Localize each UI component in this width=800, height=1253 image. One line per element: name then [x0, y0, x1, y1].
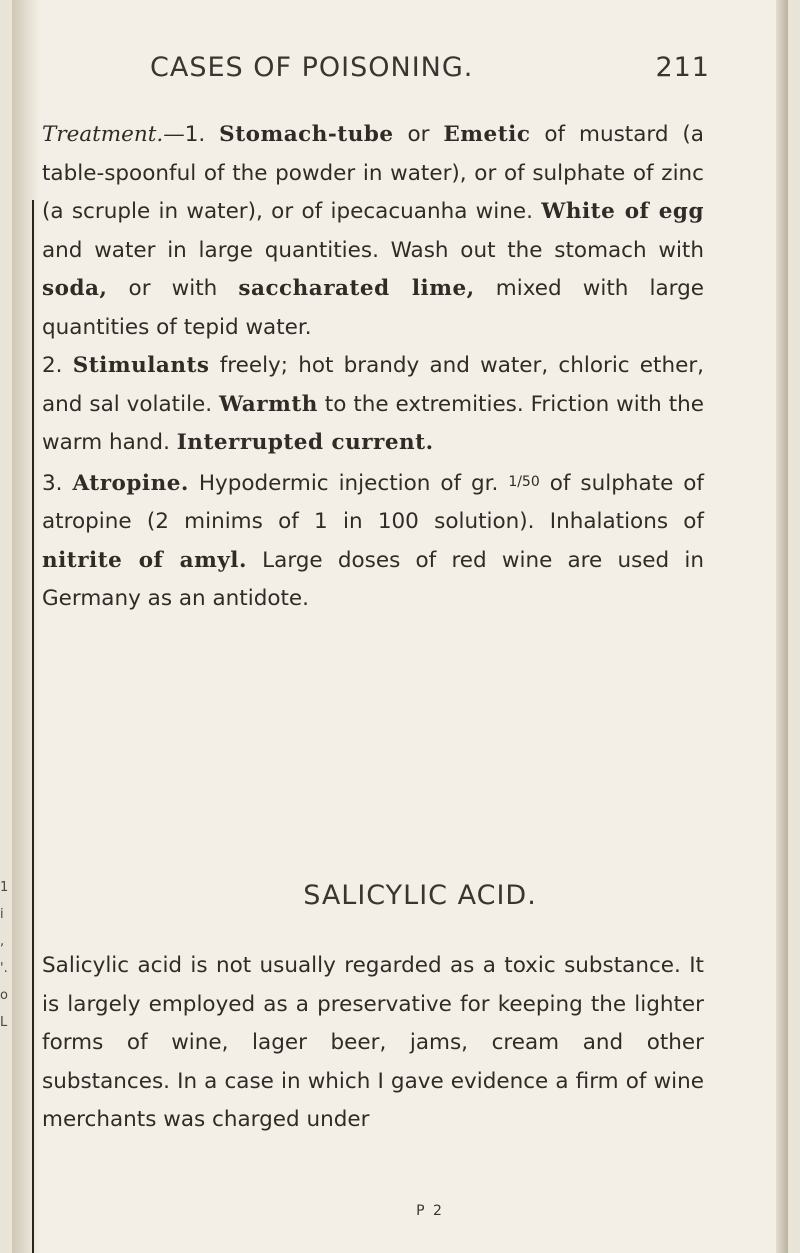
- running-head: [150, 52, 710, 83]
- text-run: or with: [107, 276, 239, 301]
- margin-mark: ,: [0, 934, 5, 949]
- text-run: Large doses of red wine are used in Germany as an antidote.: [42, 547, 704, 611]
- text-run: or: [393, 122, 444, 147]
- margin-mark: i: [0, 907, 4, 922]
- bold-term: Interrupted current.: [176, 430, 434, 455]
- text-run: 2.: [42, 353, 73, 378]
- bold-term: Emetic: [443, 122, 531, 147]
- bold-term: Warmth: [219, 391, 318, 417]
- text-run: 3.: [42, 470, 73, 496]
- text-run: of sulphate of atropine (2 minims of 1 in 100 solution). Inhalations of: [42, 470, 704, 534]
- salicylic-section: [42, 947, 704, 1140]
- section-heading-text: SALICYLIC ACID.: [303, 880, 537, 911]
- gutter-line: [32, 200, 34, 1253]
- margin-mark: 1: [0, 880, 9, 895]
- bold-term: saccharated lime,: [238, 276, 475, 301]
- bold-term: Stimulants: [72, 353, 210, 378]
- treatment-paragraph-1: [42, 116, 704, 347]
- treatment-section: [42, 116, 704, 619]
- page-gutter: [12, 0, 40, 1253]
- rich-text: [42, 353, 704, 455]
- margin-marks: [0, 880, 14, 1140]
- treatment-label: Treatment.—: [42, 122, 185, 147]
- rich-text: [42, 122, 704, 340]
- treatment-paragraph-3: [42, 463, 704, 619]
- page-number: 211: [655, 52, 710, 83]
- text-run: to the extremities. Friction with the warm hand.: [42, 391, 704, 455]
- page-edge: [776, 0, 788, 1253]
- margin-mark: '.: [0, 961, 8, 976]
- bold-term: Stomach-tube: [219, 122, 394, 147]
- margin-mark: o: [0, 988, 8, 1003]
- margin-mark: L: [0, 1015, 8, 1030]
- running-head-title: CASES OF POISONING.: [150, 52, 474, 83]
- rich-text: [42, 471, 704, 612]
- treatment-paragraph-2: [42, 347, 704, 463]
- text-run: Hypodermic injection of gr.: [188, 470, 509, 496]
- text-run: freely; hot brandy and water, chloric ether, and sal volatile.: [42, 353, 704, 417]
- section-heading: [0, 880, 800, 911]
- bold-term: Atropine.: [72, 470, 189, 496]
- text-run: mixed with large quantities of tepid water.: [42, 276, 704, 340]
- fraction: 1/50: [508, 473, 540, 490]
- bold-term: soda,: [42, 276, 108, 301]
- signature-mark-text: P 2: [416, 1203, 444, 1219]
- signature-mark: [0, 1203, 800, 1219]
- bold-term: White of egg: [541, 199, 705, 224]
- bold-term: nitrite of amyl.: [42, 547, 247, 573]
- salicylic-paragraph: Salicylic acid is not usually regarded as a toxic substance. It is largely employed as a preservative for keeping the lighter forms of wine, lager beer, jams, cream and other substances. In a case in which I gave evidence a firm of wine merchants was charged under: [42, 953, 704, 1132]
- text-run: 1.: [184, 122, 220, 147]
- text-run: of mustard (a table-spoonful of the powder in water), or of sulphate of zinc (a scruple in water), or of ipecacuanha wine.: [42, 122, 704, 224]
- text-run: and water in large quantities. Wash out the stomach with: [42, 237, 704, 263]
